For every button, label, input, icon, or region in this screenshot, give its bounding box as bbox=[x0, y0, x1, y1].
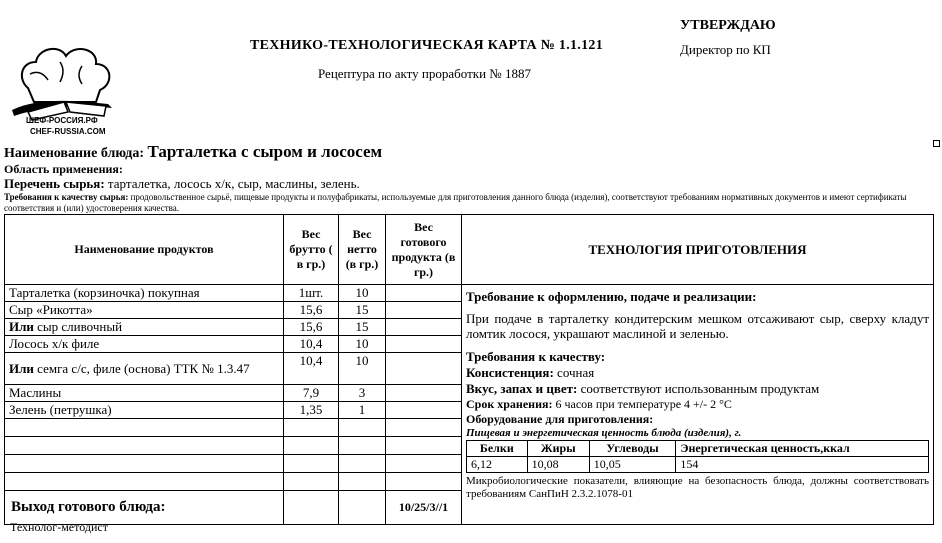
table-row-empty bbox=[5, 473, 284, 491]
table-row-name: Тарталетка (корзиночка) покупная bbox=[5, 285, 284, 302]
chef-hat-icon bbox=[8, 40, 123, 140]
row-text: семга с/с, филе (основа) ТТК № 1.3.47 bbox=[33, 360, 250, 376]
row-text: сыр сливочный bbox=[33, 319, 123, 334]
equipment-label: Оборудование для приготовления: bbox=[466, 412, 654, 426]
table-row-name bbox=[5, 353, 284, 385]
technology-cell bbox=[462, 285, 934, 525]
quality-title: Требования к качеству: bbox=[466, 349, 606, 364]
raw-list bbox=[4, 176, 360, 192]
nutrition-value: 10,08 bbox=[527, 457, 589, 473]
output-value: 10/25/3//1 bbox=[386, 491, 462, 525]
table-row-name: Сыр «Рикотта» bbox=[5, 302, 284, 319]
col-header-name: Наименование продуктов bbox=[5, 215, 284, 285]
table-row-net: 10 bbox=[339, 336, 386, 353]
table-row-gross: 15,6 bbox=[284, 319, 339, 336]
recipe-table bbox=[4, 214, 934, 525]
consistency-label: Консистенция: bbox=[466, 365, 554, 380]
table-row-gross: 7,9 bbox=[284, 385, 339, 402]
logo-text-ru: ШЕФ-РОССИЯ.РФ bbox=[26, 116, 98, 125]
table-row-ready bbox=[386, 319, 462, 336]
nutrition-header: Углеводы bbox=[589, 441, 676, 457]
raw-label: Перечень сырья: bbox=[4, 176, 108, 191]
nutrition-header: Жиры bbox=[527, 441, 589, 457]
table-row-gross: 10,4 bbox=[284, 353, 339, 385]
table-row-net: 15 bbox=[339, 302, 386, 319]
table-row-net: 1 bbox=[339, 402, 386, 419]
resize-handle[interactable] bbox=[933, 140, 940, 147]
dish-name bbox=[4, 142, 382, 162]
nutrition-value: 6,12 bbox=[467, 457, 528, 473]
chef-russia-logo bbox=[8, 40, 123, 140]
nutrition-table bbox=[466, 440, 929, 473]
nutrition-header: Белки bbox=[467, 441, 528, 457]
col-header-gross: Вес брутто ( в гр.) bbox=[284, 215, 339, 285]
document-title: ТЕХНИКО-ТЕХНОЛОГИЧЕСКАЯ КАРТА № 1.1.121 bbox=[250, 38, 604, 53]
document-subtitle: Рецептура по акту проработки № 1887 bbox=[318, 66, 531, 81]
table-row-net: 10 bbox=[339, 285, 386, 302]
raw-value: тарталетка, лосось х/к, сыр, маслины, зелень. bbox=[107, 176, 360, 191]
quality-requirements bbox=[4, 192, 934, 214]
table-row-empty bbox=[5, 419, 284, 437]
table-row-empty bbox=[5, 455, 284, 473]
table-row-name: Маслины bbox=[5, 385, 284, 402]
table-row-ready bbox=[386, 302, 462, 319]
taste-label: Вкус, запах и цвет: bbox=[466, 381, 578, 396]
serving-title: Требование к оформлению, подаче и реализации: bbox=[466, 289, 757, 304]
row-prefix: Или bbox=[9, 360, 34, 376]
storage-line bbox=[466, 397, 929, 412]
table-row-empty bbox=[5, 437, 284, 455]
table-row-gross: 1,35 bbox=[284, 402, 339, 419]
table-row-gross: 15,6 bbox=[284, 302, 339, 319]
table-row-name bbox=[5, 319, 284, 336]
area-label: Область применения: bbox=[4, 162, 123, 176]
consistency-value: сочная bbox=[553, 365, 595, 380]
technologist-signature: Технолог-методист bbox=[10, 520, 108, 534]
nutrition-value: 154 bbox=[676, 457, 929, 473]
output-label: Выход готового блюда: bbox=[5, 491, 284, 525]
table-row-name: Зелень (петрушка) bbox=[5, 402, 284, 419]
col-header-tech: ТЕХНОЛОГИЯ ПРИГОТОВЛЕНИЯ bbox=[462, 215, 934, 285]
table-row-ready bbox=[386, 353, 462, 385]
nutrition-title: Пищевая и энергетическая ценность блюда (изделия), г. bbox=[466, 427, 742, 439]
storage-label: Срок хранения: bbox=[466, 397, 553, 411]
table-row-net: 10 bbox=[339, 353, 386, 385]
logo-text-en: CHEF-RUSSIA.COM bbox=[30, 127, 106, 136]
approve-heading: УТВЕРЖДАЮ bbox=[680, 18, 776, 33]
nutrition-header: Энергетическая ценность,ккал bbox=[676, 441, 929, 457]
dish-value: Тарталетка с сыром и лососем bbox=[147, 142, 383, 161]
taste-line bbox=[466, 381, 929, 397]
table-row-gross: 10,4 bbox=[284, 336, 339, 353]
col-header-ready: Вес готового продукта (в гр.) bbox=[386, 215, 462, 285]
table-row-net: 15 bbox=[339, 319, 386, 336]
table-row-net: 3 bbox=[339, 385, 386, 402]
table-row-ready bbox=[386, 402, 462, 419]
table-row-gross: 1шт. bbox=[284, 285, 339, 302]
nutrition-value: 10,05 bbox=[589, 457, 676, 473]
dish-label: Наименование блюда: bbox=[4, 146, 148, 161]
quality-req-label: Требования к качеству сырья: bbox=[4, 192, 131, 202]
serving-text: При подаче в тарталетку кондитерским мешком отсаживают сыр, сверху кладут ломтик лосося, украшают маслиной и зеленью. bbox=[466, 311, 929, 341]
quality-req-text: продовольственное сырьё, пищевые продукты и полуфабрикаты, используемые для приготовления данного блюда (изделия), соответствуют требованиям нормативных документов и имеют сертификаты соответствия и (или) удостоверения качества. bbox=[4, 192, 907, 213]
table-row-ready bbox=[386, 285, 462, 302]
storage-value: 6 часов при температуре 4 +/- 2 °С bbox=[552, 397, 732, 411]
table-row-ready bbox=[386, 336, 462, 353]
micro-text: Микробиологические показатели, влияющие на безопасность блюда, должны соответствовать требованиям СанПиН 2.3.2.1078-01 bbox=[466, 475, 929, 500]
table-row-ready bbox=[386, 385, 462, 402]
col-header-net: Вес нетто (в гр.) bbox=[339, 215, 386, 285]
approver-position: Директор по КП bbox=[680, 42, 771, 57]
row-prefix: Или bbox=[9, 319, 34, 334]
table-row-name: Лосось х/к филе bbox=[5, 336, 284, 353]
consistency-line bbox=[466, 365, 929, 381]
taste-value: соответствуют использованным продуктам bbox=[577, 381, 820, 396]
